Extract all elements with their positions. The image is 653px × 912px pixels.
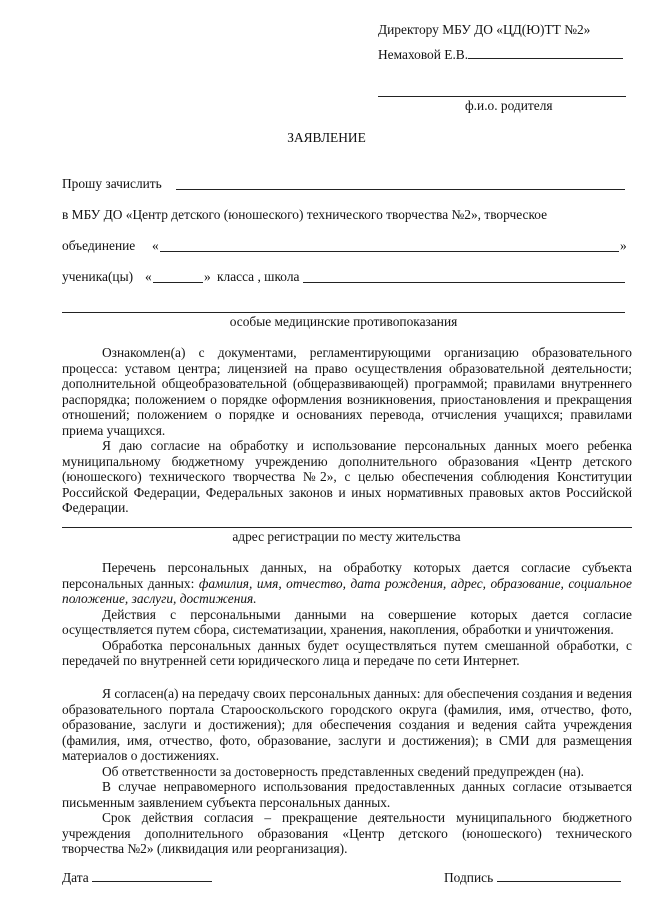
addressee-line-1: Директору МБУ ДО «ЦД(Ю)ТТ №2»	[378, 22, 591, 37]
addressee-line-2	[378, 46, 623, 63]
school-field[interactable]	[303, 282, 625, 283]
processing-paragraph: Обработка персональных данных будет осуществляться путем смешанной обработки, с передачей по внутренней сети юридического лица и передаче по сети Интернет.	[62, 637, 632, 668]
document-title: ЗАЯВЛЕНИЕ	[287, 130, 366, 145]
institution-text: в МБУ ДО «Центр детского (юношеского) технического творчества №2», творческое	[62, 207, 548, 222]
parent-name-field[interactable]	[378, 96, 626, 97]
class-field[interactable]	[153, 282, 203, 283]
address-field[interactable]	[62, 527, 632, 528]
signature-label: Подпись	[444, 870, 494, 885]
consent-paragraph: Я даю согласие на обработку и использование персональных данных моего ребенка муниципальному бюджетному учреждению дополнительного образования «Центр детского (юношеского) технического творчества №2», с целью обеспечения соблюдения Конституции Российской Федерации, Федеральных законов и иных нормативных правовых актов Российской Федерации.	[62, 438, 632, 515]
responsibility-paragraph: Об ответственности за достоверность представленных сведений предупрежден (на).	[102, 763, 585, 779]
medical-contraindications-field[interactable]	[62, 312, 625, 313]
term-paragraph: Срок действия согласия – прекращение деятельности муниципального бюджетного учреждения дополнительного образования «Центр детского (юношеского) технического творчества №2» (ликвидация или реорганизация).	[62, 810, 632, 856]
class-close-quote: »	[204, 269, 211, 284]
child-name-field[interactable]	[176, 189, 625, 190]
date-label: Дата	[62, 870, 89, 885]
acquaintance-section	[62, 345, 632, 516]
student-label: ученика(цы)	[62, 269, 134, 284]
association-field[interactable]	[160, 251, 619, 252]
revocation-paragraph: В случае неправомерного использования предоставленных данных согласие отзывается письменным заявлением субъекта персональных данных.	[62, 779, 632, 810]
class-open-quote: «	[145, 269, 152, 284]
data-list-intro: Перечень персональных данных, на обработку которых дается согласие субъекта персональных данных:	[62, 560, 632, 591]
association-open-quote: «	[152, 238, 159, 253]
association-label: объединение	[62, 238, 136, 253]
signature-row	[444, 869, 621, 886]
personal-data-section	[62, 560, 632, 669]
data-list-items: фамилия, имя, отчество, дата рождения, адрес, образование, социальное положение, заслуги, достижения.	[62, 575, 633, 606]
date-row	[62, 869, 212, 886]
class-school-label: класса , школа	[217, 269, 300, 284]
date-field[interactable]	[92, 869, 212, 882]
addressee-name: Немаховой Е.В.	[378, 47, 469, 62]
signature-field[interactable]	[497, 869, 621, 882]
request-label: Прошу зачислить	[62, 176, 162, 191]
acquainted-paragraph: Ознакомлен(а) с документами, регламентирующими организацию образовательного процесса: уставом центра; лицензией на право осуществления образовательной деятельности; дополнительной общеобразовательной (общеразвивающей) программой; правилами внутреннего распорядка; положением о порядке оформления возникновения, приостановления и прекращения отношений; положением о порядке и основаниях перевода, отчисления учащихся; правилами приема учащихся.	[62, 345, 632, 438]
association-close-quote: »	[620, 238, 627, 253]
transfer-paragraph: Я согласен(а) на передачу своих персональных данных: для обеспечения создания и ведения образовательного портала Старооскольского городского округа (фамилия, имя, отчество, фото, образование, заслуги и достижения); для обеспечения создания и ведения сайта учреждения (фамилия, имя, отчество, фото, образование, заслуги и достижения); в СМИ для размещения материалов о достижениях.	[62, 686, 632, 763]
medical-caption: особые медицинские противопоказания	[229, 314, 458, 329]
actions-paragraph: Действия с персональными данными на совершение которых дается согласие осуществляется путем сбора, систематизации, хранения, накопления, обработки и уничтожения.	[62, 606, 632, 637]
parent-name-caption: ф.и.о. родителя	[465, 98, 553, 113]
transfer-section	[62, 686, 632, 857]
addressee-blank-field[interactable]	[468, 46, 623, 59]
data-list-paragraph	[62, 560, 632, 607]
address-caption: адрес регистрации по месту жительства	[232, 529, 461, 544]
